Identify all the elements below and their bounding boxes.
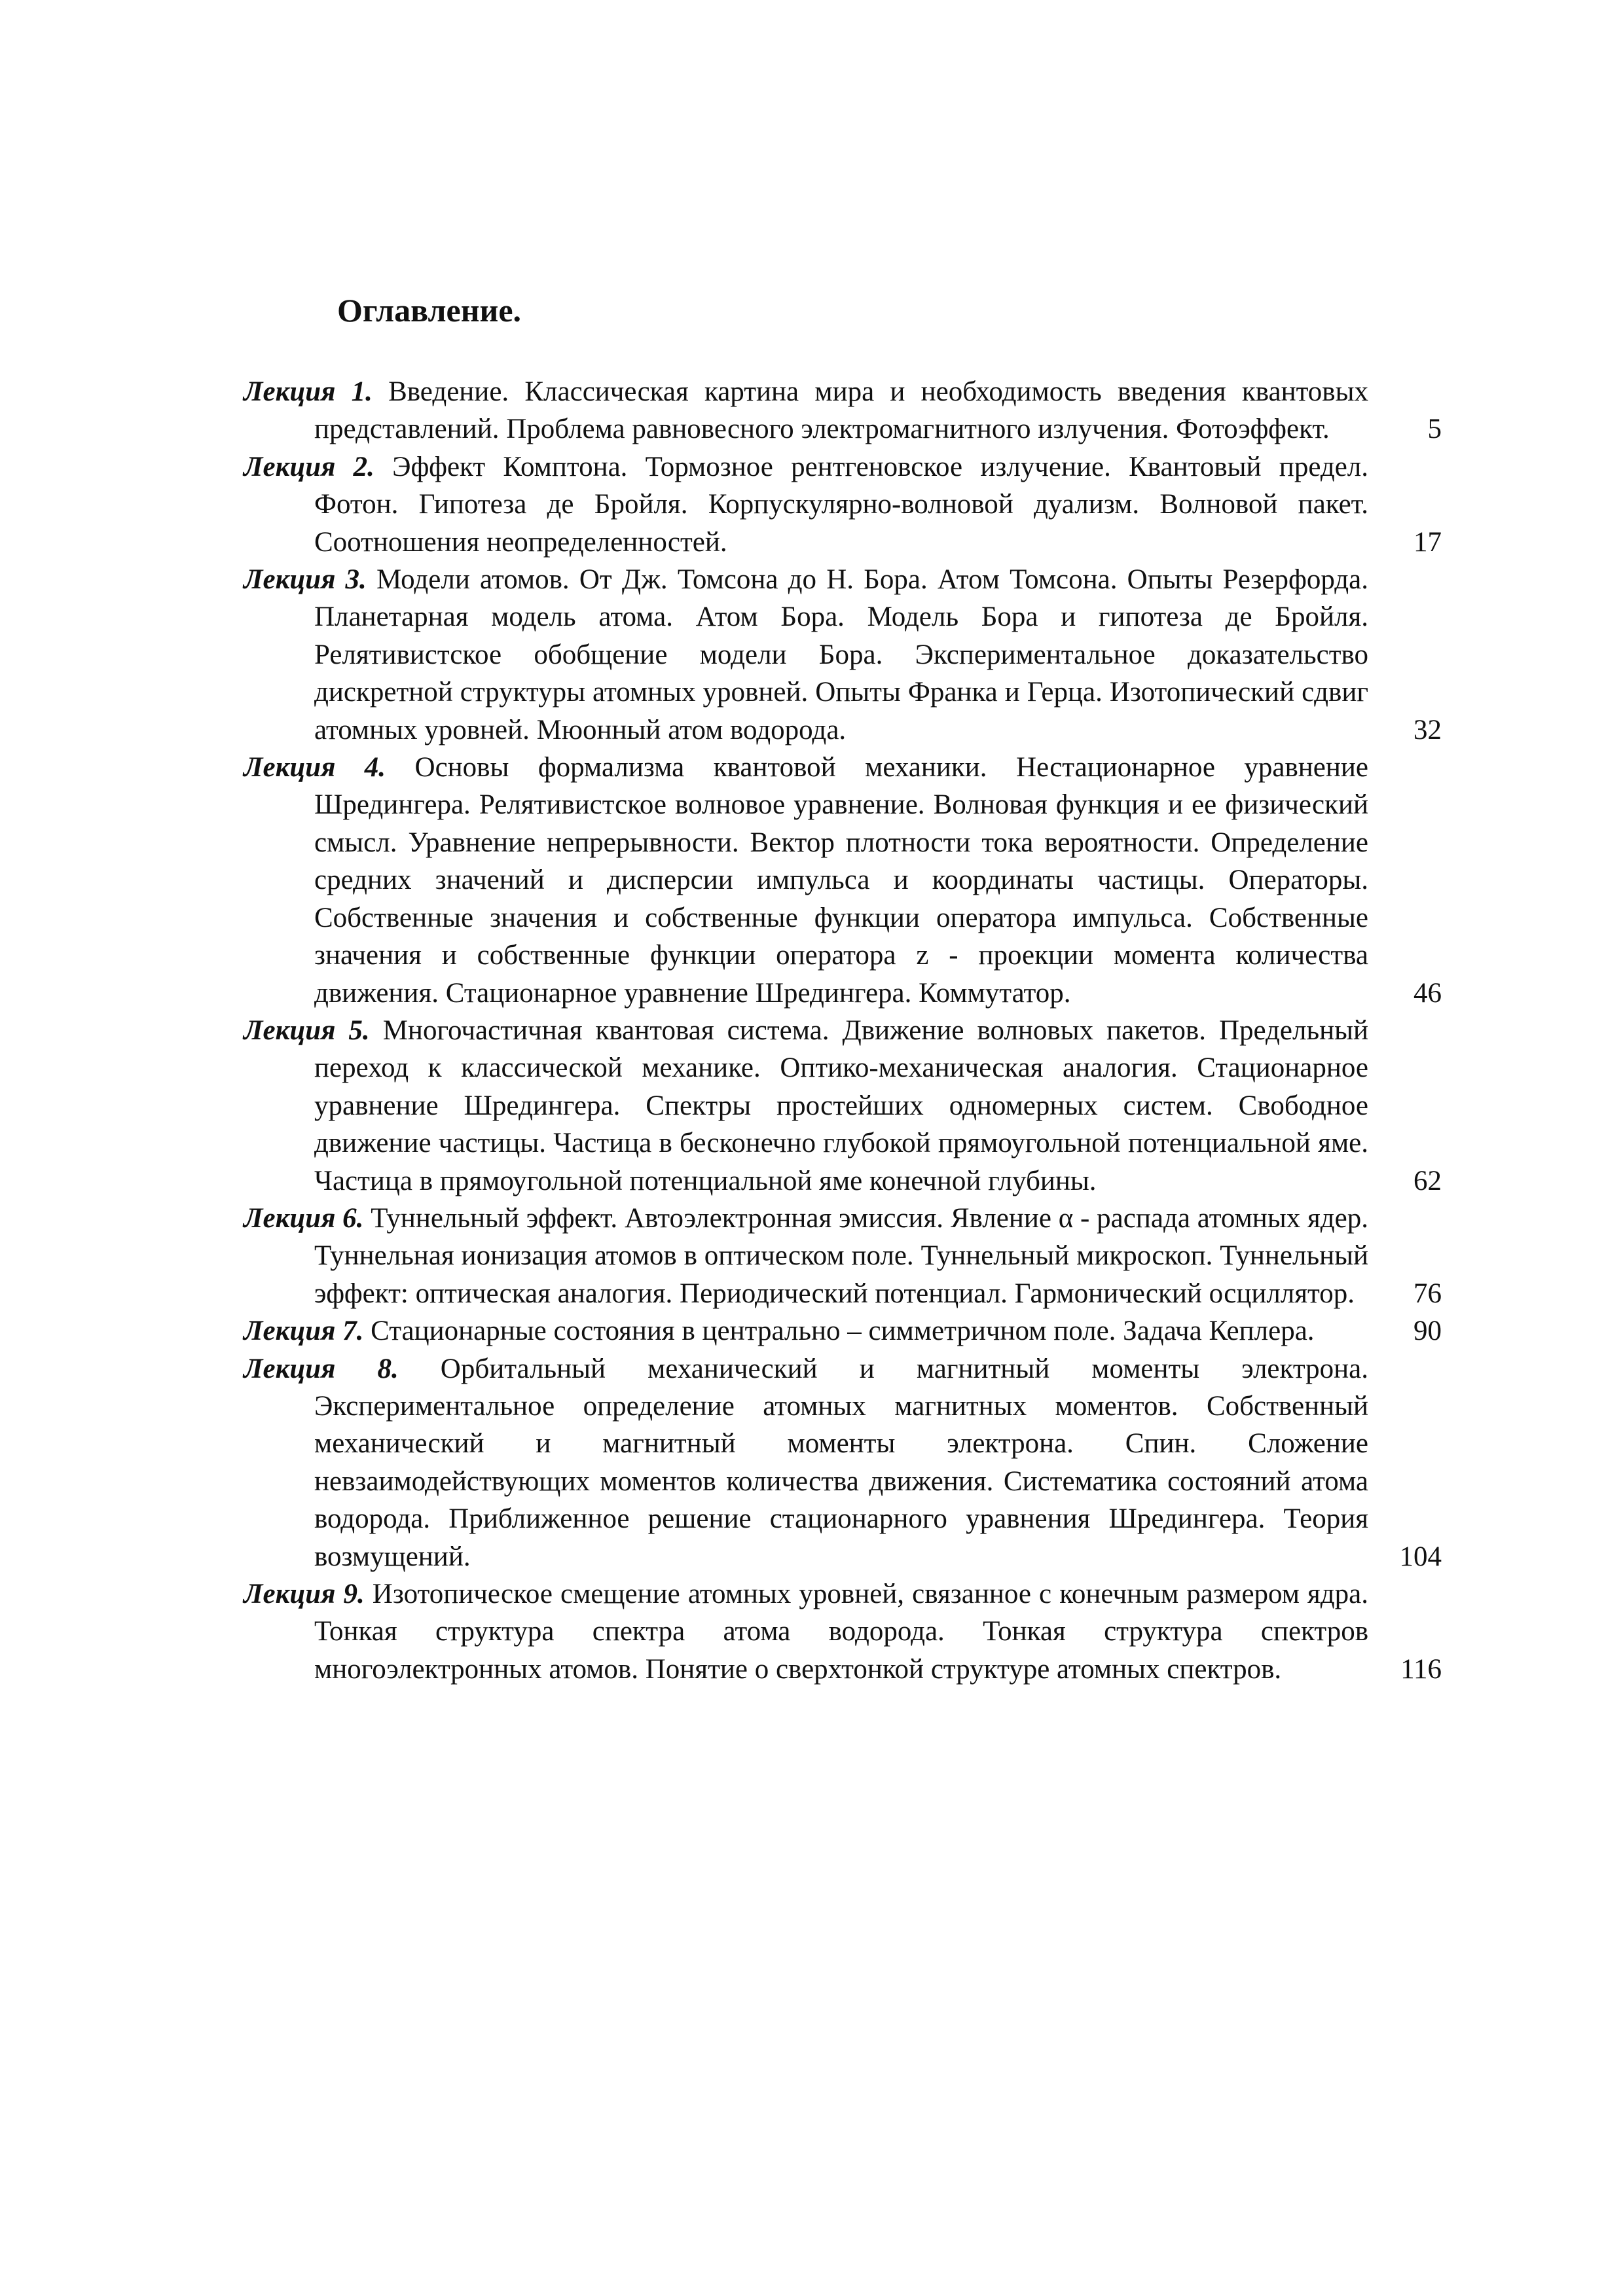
toc-entry-text-container (244, 448, 1368, 561)
lecture-label: Лекция 4. (244, 752, 386, 783)
toc-entry-text-container (244, 1312, 1368, 1350)
toc-entry-8 (244, 1350, 1442, 1575)
lecture-label: Лекция 8. (244, 1353, 399, 1384)
lecture-description: Туннельный эффект. Автоэлектронная эмиссия. Явление α - распада атомных ядер. Туннельная ионизация атомов в оптическом поле. Туннельный микроскоп. Туннельный эффект: оптическая аналогия. Периодический потенциал. Гармонический осциллятор. (314, 1202, 1369, 1309)
page-number: 76 (1413, 1278, 1442, 1309)
lecture-description: Многочастичная квантовая система. Движение волновых пакетов. Предельный переход к классической механике. Оптико-механическая аналогия. Стационарное уравнение Шредингера. Спектры простейших одномерных систем. Свободное движение частицы. Частица в бесконечно глубокой прямоугольной потенциальной яме. Частица в прямоугольной потенциальной яме конечной глубины. (314, 1014, 1368, 1196)
toc-entry-9 (244, 1575, 1442, 1688)
lecture-description: Основы формализма квантовой механики. Нестационарное уравнение Шредингера. Релятивистское волновое уравнение. Волновая функция и ее физический смысл. Уравнение непрерывности. Вектор плотности тока вероятности. Определение средних значений и дисперсии импульса и координаты частицы. Операторы. Собственные значения и собственные функции оператора импульса. Собственные значения и собственные функции оператора z - проекции момента количества движения. Стационарное уравнение Шредингера. Коммутатор. (314, 752, 1368, 1009)
lecture-description: Введение. Классическая картина мира и необходимость введения квантовых представлений. Проблема равновесного электромагнитного излучения. Фотоэффект. (314, 376, 1369, 445)
lecture-label: Лекция 1. (244, 376, 373, 407)
lecture-description: Эффект Комптона. Тормозное рентгеновское излучение. Квантовый предел. Фотон. Гипотеза де Бройля. Корпускулярно-волновой дуализм. Волновой пакет. Соотношения неопределенностей. (314, 451, 1369, 558)
page-number: 5 (1427, 414, 1442, 445)
lecture-description: Орбитальный механический и магнитный моменты электрона. Экспериментальное определение атомных магнитных моментов. Собственный механический и магнитный моменты электрона. Спин. Сложение невзаимодействующих моментов количества движения. Систематика состояний атома водорода. Приближенное решение стационарного уравнения Шредингера. Теория возмущений. (314, 1353, 1368, 1572)
lecture-label: Лекция 7. (244, 1316, 364, 1347)
toc-entry-3 (244, 561, 1442, 749)
page-number: 90 (1413, 1316, 1442, 1347)
toc-entry-text-container (244, 1350, 1368, 1575)
toc-entry-7 (244, 1312, 1442, 1350)
toc-entry-6 (244, 1200, 1442, 1312)
page-number: 116 (1400, 1653, 1442, 1685)
lecture-description: Изотопическое смещение атомных уровней, связанное с конечным размером ядра. Тонкая структура спектра атома водорода. Тонкая структура спектров многоэлектронных атомов. Понятие о сверхтонкой структуре атомных спектров. (314, 1579, 1368, 1685)
page-number: 104 (1399, 1541, 1442, 1572)
page-number: 62 (1413, 1165, 1442, 1196)
toc-entry-2 (244, 448, 1442, 561)
page-number: 46 (1413, 977, 1442, 1009)
toc-entry-text-container (244, 749, 1368, 1012)
toc-entry-5 (244, 1012, 1442, 1200)
page-title: Оглавление. (337, 292, 522, 329)
toc-entry-1 (244, 373, 1442, 448)
toc-entry-text-container (244, 1012, 1368, 1200)
toc-entry-text-container (244, 561, 1368, 749)
lecture-description: Стационарные состояния в центрально – симметричном поле. Задача Кеплера. (371, 1316, 1315, 1347)
lecture-description: Модели атомов. От Дж. Томсона до Н. Бора. Атом Томсона. Опыты Резерфорда. Планетарная модель атома. Атом Бора. Модель Бора и гипотеза де Бройля. Релятивистское обобщение модели Бора. Экспериментальное доказательство дискретной структуры атомных уровней. Опыты Франка и Герца. Изотопический сдвиг атомных уровней. Мюонный атом водорода. (314, 564, 1369, 745)
toc-entry-4 (244, 749, 1442, 1012)
toc-entry-text-container (244, 1200, 1368, 1312)
lecture-label: Лекция 3. (244, 564, 367, 596)
lecture-label: Лекция 5. (244, 1014, 370, 1046)
toc-entry-text-container (244, 373, 1368, 448)
lecture-label: Лекция 9. (244, 1579, 365, 1609)
lecture-label: Лекция 2. (244, 451, 374, 482)
table-of-contents (244, 373, 1442, 1688)
lecture-label: Лекция 6. (244, 1202, 364, 1234)
page-number: 17 (1413, 526, 1442, 558)
toc-entry-text-container (244, 1575, 1368, 1688)
page-number: 32 (1413, 714, 1442, 745)
